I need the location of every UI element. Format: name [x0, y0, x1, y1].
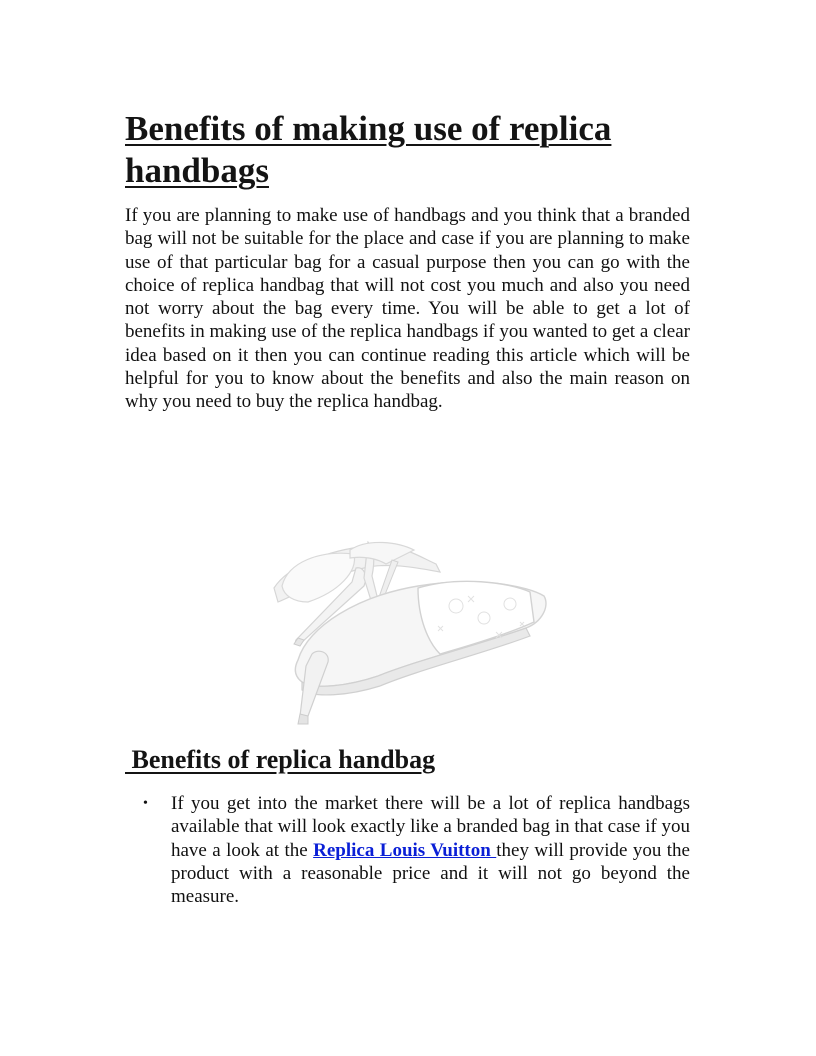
- benefits-list: [125, 792, 690, 908]
- replica-louis-vuitton-link[interactable]: Replica Louis Vuitton: [313, 839, 497, 861]
- sandals-image: [268, 446, 548, 728]
- bullet-text-before: If you get into the market there will be a lot of replica handbags available that will look exactly like a branded bag in that case if you have a look at the: [171, 793, 690, 861]
- list-item: [125, 792, 690, 908]
- bullet-text-after: they will provide you the product with a reasonable price and it will not go beyond the measure.: [171, 839, 690, 908]
- intro-paragraph: If you are planning to make use of handbags and you think that a branded bag will not be suitable for the place and case if you are planning to make use of that particular bag for a casual purpose then you can go with the choice of replica handbag that will not cost you much and also you need not worry about the bag every time. You will be able to get a lot of benefits in making use of the replica handbags if you wanted to get a clear idea based on it then you can continue reading this article which will be helpful for you to know about the benefits and also the main reason on why you need to buy the replica handbag.: [125, 205, 690, 413]
- page-title: Benefits of making use of replica handbags: [125, 109, 612, 190]
- section-heading: Benefits of replica handbag: [125, 745, 436, 774]
- sandals-illustration: [268, 446, 548, 728]
- bullet-marker: •: [143, 796, 148, 811]
- document-body: [125, 108, 690, 414]
